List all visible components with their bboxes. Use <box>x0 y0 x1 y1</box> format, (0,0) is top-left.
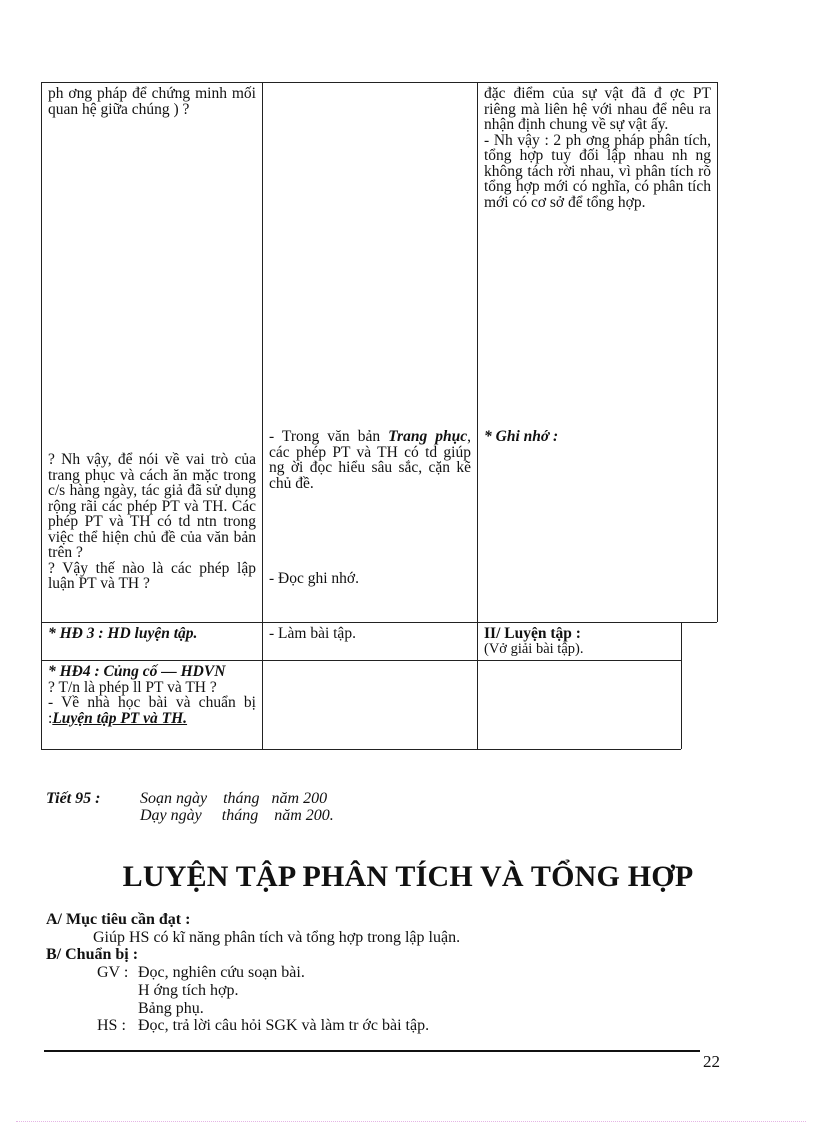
section-a-heading: A/ Mục tiêu cần đạt : <box>46 911 191 928</box>
section-a-text: Giúp HS có kĩ năng phân tích và tổng hợp trong lập luận. <box>93 929 461 946</box>
table-bottom-border <box>41 749 681 750</box>
activity-text: - Làm bài tập. <box>269 625 356 642</box>
ghi-nho-heading: * Ghi nhớ : <box>484 428 559 445</box>
answer-text: - Trong văn bản Trang phục, các phép PT và TH có td giúp ng ời đọc hiểu sâu sắc, cặn kẽ chủ đề. <box>269 428 471 492</box>
row2-col3 <box>478 623 681 657</box>
row1-col1-top <box>42 83 262 117</box>
gv-label: GV : <box>97 964 133 981</box>
activity-heading: * HĐ4 : Củng cố — HDVN <box>48 663 226 680</box>
row1-col3-top <box>478 83 717 210</box>
explanation-text: đặc điểm của sự vật đã đ ợc PT riêng mà liên hệ với nhau để nêu ra nhận định chung về sự vật ấy. <box>484 85 711 133</box>
table-right-border-top <box>717 82 718 622</box>
row1-col2-bottom <box>263 426 477 587</box>
table-col-divider-1 <box>262 82 263 749</box>
lesson-title: LUYỆN TẬP PHÂN TÍCH VÀ TỔNG HỢP <box>122 860 694 893</box>
prepare-date: Soạn ngày tháng năm 200 <box>140 790 328 807</box>
row2-col2 <box>263 623 477 642</box>
activity-text: ? T/n là phép ll PT và TH ? <box>48 678 217 696</box>
activity-text: - Về nhà học bài và chuẩn bị :Luyện tập PT và TH. <box>48 694 256 727</box>
gv-item: Đọc, nghiên cứu soạn bài. <box>138 964 305 981</box>
page-edge-dots <box>16 1121 806 1122</box>
section-subtext: (Vở giải bài tập). <box>484 640 584 657</box>
section-heading: II/ Luyện tập : <box>484 625 581 642</box>
answer-text: - Đọc ghi nhớ. <box>269 570 359 587</box>
question-text: ? Vậy thế nào là các phép lập luận PT và TH ? <box>48 559 256 592</box>
gv-item: H ớng tích hợp. <box>138 982 239 999</box>
row2-col1 <box>42 623 262 642</box>
teach-date: Dạy ngày tháng năm 200. <box>140 807 334 824</box>
question-text: ? Nh vậy, để nói về vai trò của trang phục và cách ăn mặc trong c/s hàng ngày, tác giả đã sử dụng rộng rãi các phép PT và TH. Các phép PT và TH có td ntn trong việc thể hiện chủ đề của văn bản trên ? <box>48 451 256 561</box>
row1-col1-bottom <box>42 449 262 592</box>
gv-item: Bảng phụ. <box>138 1000 204 1017</box>
activity-heading: * HĐ 3 : HD luyện tập. <box>48 625 198 642</box>
question-text: ph ơng pháp để chứng minh mối quan hệ giữa chúng ) ? <box>48 85 256 118</box>
hs-item: Đọc, trả lời câu hỏi SGK và làm tr ớc bài tập. <box>138 1017 430 1034</box>
table-right-border-bottom <box>681 622 682 749</box>
page-number: 22 <box>703 1052 720 1071</box>
hs-label: HS : <box>97 1017 130 1034</box>
section-b-heading: B/ Chuẩn bị : <box>46 946 139 963</box>
row1-col3-bottom <box>478 426 717 445</box>
conclusion-text: - Nh vậy : 2 ph ơng pháp phân tích, tổng hợp tuy đối lập nhau nh ng không tách rời nhau, vì phân tích rõ tổng hợp mới có nghĩa, có phân tích mới có cơ sở để tổng hợp. <box>484 131 711 211</box>
table-left-border <box>41 82 42 749</box>
row3-col1 <box>42 661 262 726</box>
lesson-label: Tiết 95 : <box>46 790 101 807</box>
footer-rule <box>44 1050 700 1052</box>
